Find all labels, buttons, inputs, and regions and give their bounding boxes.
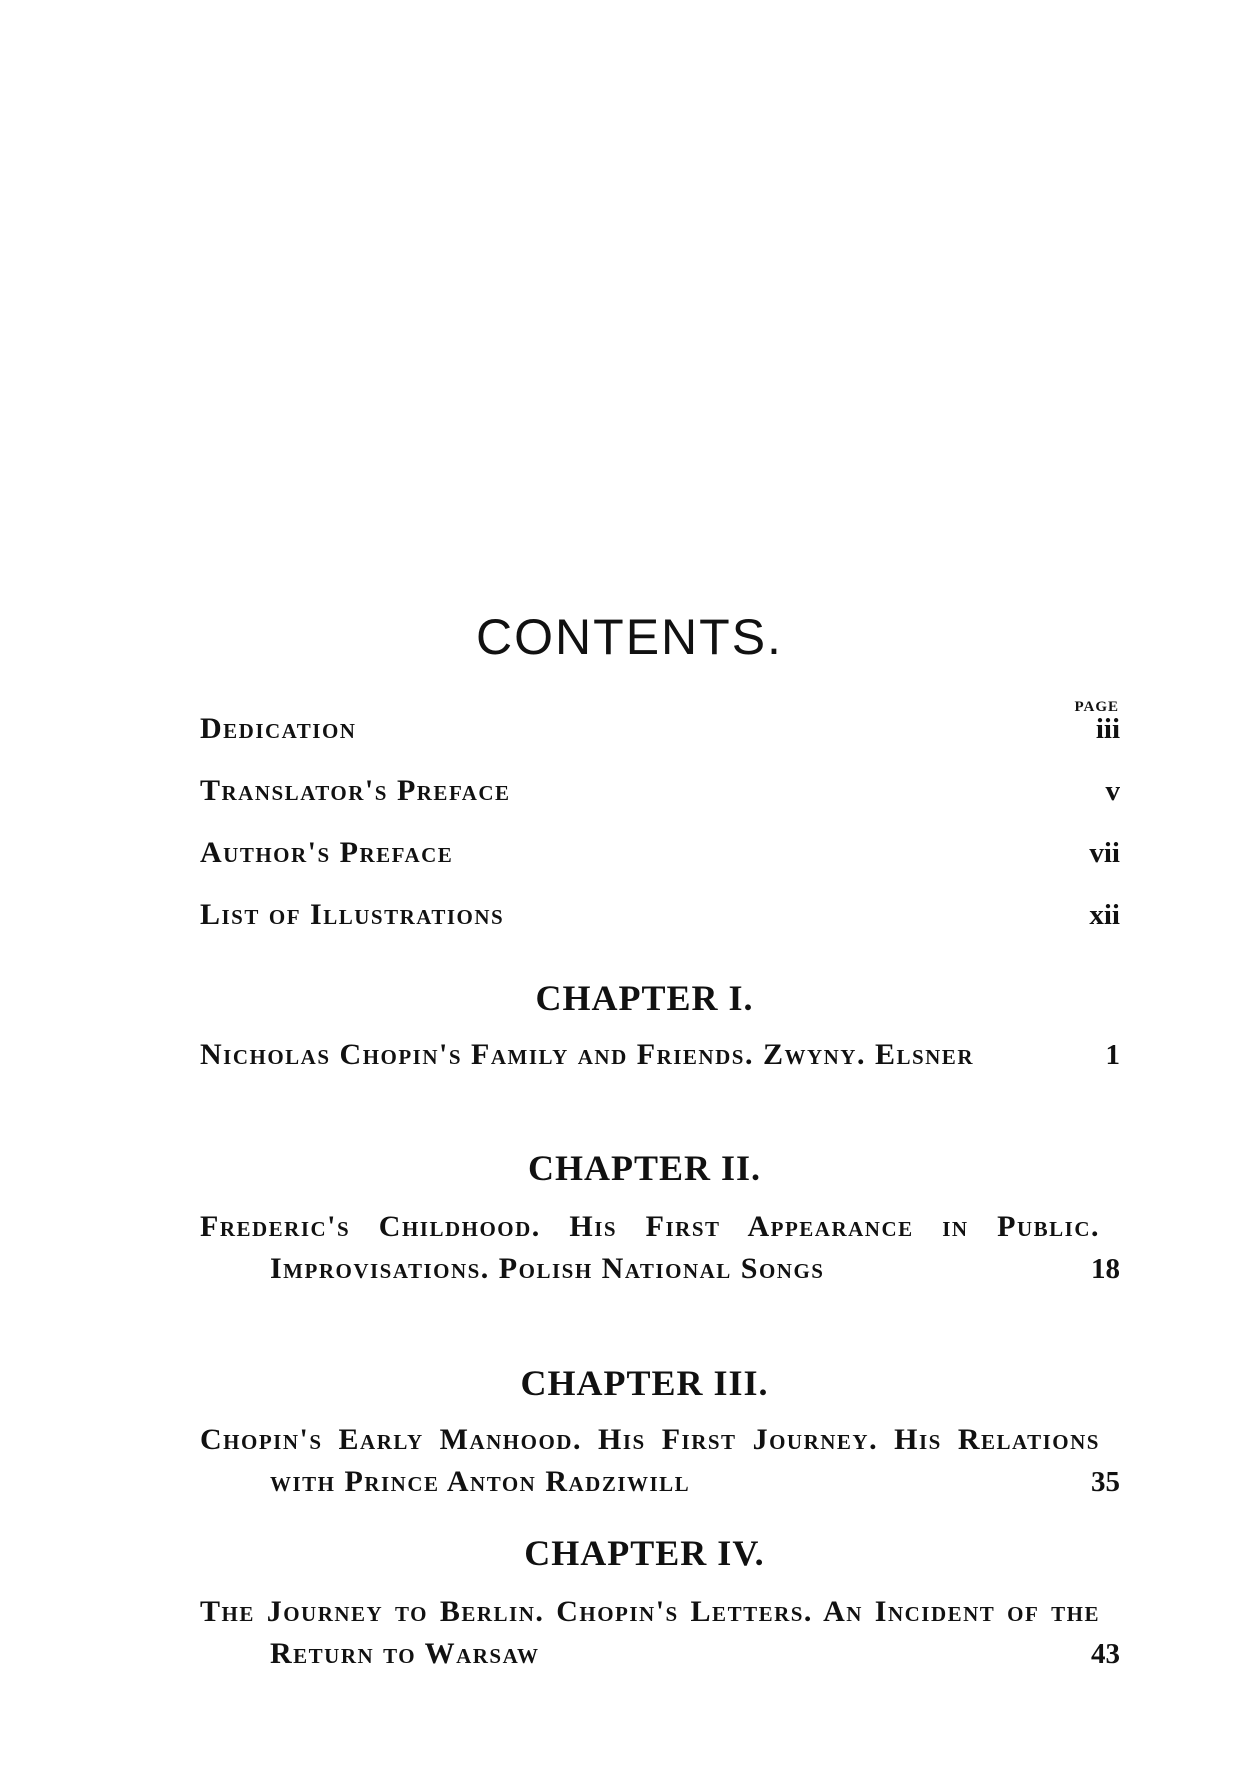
toc-entry-list-of-illustrations[interactable]	[200, 894, 1120, 936]
toc-entry-chapter-1[interactable]	[200, 1034, 1120, 1076]
toc-entry-chapter-4[interactable]	[200, 1591, 1120, 1675]
toc-entry-text: Author's Preface	[200, 836, 454, 869]
toc-entry-page: 43	[1091, 1638, 1120, 1670]
toc-entry-text: Translator's Preface	[200, 774, 511, 807]
toc-entry-page: 18	[1091, 1253, 1120, 1285]
toc-entry-page: 35	[1091, 1466, 1120, 1498]
toc-entry-page: xii	[1089, 899, 1120, 931]
toc-entry-page: v	[1105, 775, 1120, 807]
toc-entry-chapter-2[interactable]	[200, 1206, 1120, 1290]
toc-entry-page: vii	[1089, 837, 1120, 869]
chapter-heading-4: CHAPTER IV.	[524, 1533, 765, 1573]
chapter-heading-1: CHAPTER I.	[535, 978, 754, 1018]
toc-entry-text: The Journey to Berlin. Chopin's Letters. An Incident of the Return to Warsaw	[200, 1595, 1100, 1670]
toc-entry-text: Frederic's Childhood. His First Appearance in Public. Improvisations. Polish National Songs	[200, 1210, 1100, 1285]
toc-entry-text: List of Illustrations	[200, 898, 505, 931]
chapter-heading-2: CHAPTER II.	[527, 1148, 762, 1188]
toc-entry-text: Nicholas Chopin's Family and Friends. Zwyny. Elsner	[200, 1038, 974, 1071]
toc-entry-text: Chopin's Early Manhood. His First Journey. His Relations with Prince Anton Radziwill	[200, 1423, 1100, 1498]
page-title: CONTENTS.	[476, 609, 783, 665]
toc-entry-dedication[interactable]	[200, 708, 1120, 750]
chapter-heading-3: CHAPTER III.	[520, 1363, 769, 1403]
toc-entry-translators-preface[interactable]	[200, 770, 1120, 812]
toc-entry-page: 1	[1105, 1039, 1120, 1071]
toc-entry-authors-preface[interactable]	[200, 832, 1120, 874]
toc-entry-chapter-3[interactable]	[200, 1419, 1120, 1503]
toc-entry-text: Dedication	[200, 712, 357, 745]
toc-entry-page: iii	[1095, 713, 1120, 745]
page-column-heading: PAGE	[1074, 699, 1119, 715]
